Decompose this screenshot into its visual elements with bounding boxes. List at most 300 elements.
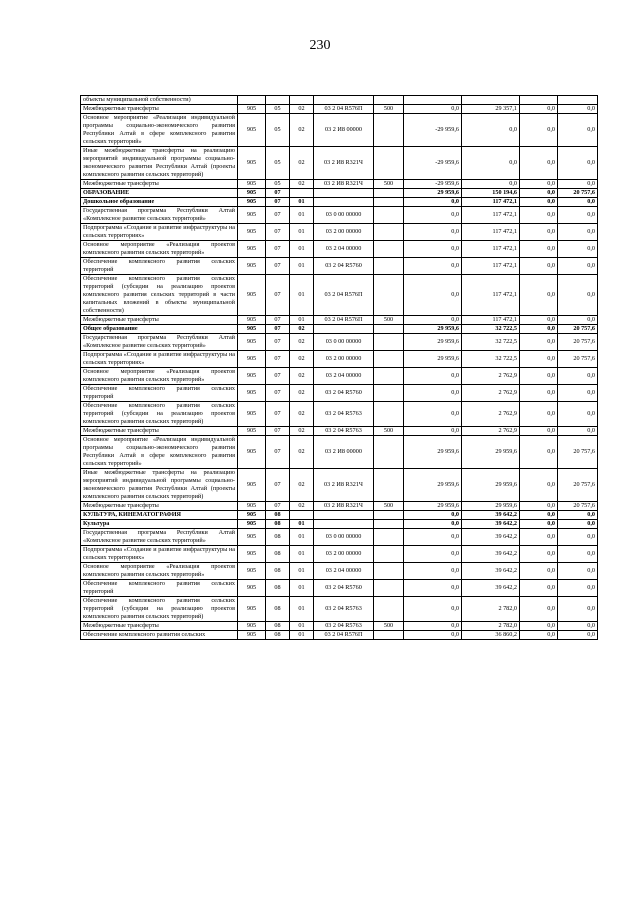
budget-table bbox=[80, 95, 598, 640]
expense-type-code-cell bbox=[374, 351, 404, 368]
target-item-code-cell: 03 2 04 R5763 bbox=[314, 402, 374, 427]
table-row bbox=[81, 597, 598, 622]
amount-cell-1: 0,0 bbox=[404, 105, 462, 114]
amount-cell-4: 20 757,6 bbox=[558, 351, 598, 368]
row-name-cell: Обеспечение комплексного развития сельских территорий bbox=[81, 385, 238, 402]
row-name-cell: Государственная программа Республики Алтай «Комплексное развитие сельских территорий» bbox=[81, 207, 238, 224]
target-item-code-cell: 03 2 И8 R321Ч bbox=[314, 147, 374, 180]
table-row bbox=[81, 224, 598, 241]
amount-cell-3: 0,0 bbox=[520, 334, 558, 351]
ministry-code-cell: 905 bbox=[238, 402, 266, 427]
amount-cell-1: 0,0 bbox=[404, 511, 462, 520]
ministry-code-cell: 905 bbox=[238, 241, 266, 258]
amount-cell-1: 0,0 bbox=[404, 427, 462, 436]
expense-type-code-cell: 500 bbox=[374, 502, 404, 511]
expense-type-code-cell bbox=[374, 198, 404, 207]
amount-cell-3: 0,0 bbox=[520, 241, 558, 258]
amount-cell-1: 0,0 bbox=[404, 580, 462, 597]
amount-cell-4: 20 757,6 bbox=[558, 325, 598, 334]
subsection-code-cell: 02 bbox=[290, 351, 314, 368]
amount-cell-3: 0,0 bbox=[520, 622, 558, 631]
table-row bbox=[81, 96, 598, 105]
amount-cell-2: 2 782,0 bbox=[462, 622, 520, 631]
row-name-cell: Межбюджетные трансферты bbox=[81, 316, 238, 325]
amount-cell-2: 2 762,9 bbox=[462, 402, 520, 427]
section-code-cell: 07 bbox=[266, 316, 290, 325]
target-item-code-cell: 03 2 04 R5760 bbox=[314, 258, 374, 275]
table-row bbox=[81, 469, 598, 502]
amount-cell-2: 36 860,2 bbox=[462, 631, 520, 640]
section-code-cell: 05 bbox=[266, 114, 290, 147]
ministry-code-cell: 905 bbox=[238, 622, 266, 631]
amount-cell-4: 0,0 bbox=[558, 511, 598, 520]
amount-cell-2: 117 472,1 bbox=[462, 224, 520, 241]
target-item-code-cell bbox=[314, 198, 374, 207]
amount-cell-3: 0,0 bbox=[520, 580, 558, 597]
expense-type-code-cell bbox=[374, 189, 404, 198]
amount-cell-2: 39 642,2 bbox=[462, 546, 520, 563]
amount-cell-1 bbox=[404, 96, 462, 105]
amount-cell-3: 0,0 bbox=[520, 469, 558, 502]
section-code-cell bbox=[266, 96, 290, 105]
target-item-code-cell bbox=[314, 96, 374, 105]
ministry-code-cell: 905 bbox=[238, 597, 266, 622]
row-name-cell: Межбюджетные трансферты bbox=[81, 622, 238, 631]
expense-type-code-cell bbox=[374, 224, 404, 241]
row-name-cell: Обеспечение комплексного развития сельских территорий (субсидии на реализацию проектов комплексного развития сельских территорий в части капитальных вложений в объекты муниципальной собственности) bbox=[81, 275, 238, 316]
subsection-code-cell: 02 bbox=[290, 147, 314, 180]
table-row bbox=[81, 631, 598, 640]
target-item-code-cell: 03 2 00 00000 bbox=[314, 351, 374, 368]
target-item-code-cell: 03 0 00 00000 bbox=[314, 334, 374, 351]
amount-cell-3: 0,0 bbox=[520, 189, 558, 198]
row-name-cell: Государственная программа Республики Алтай «Комплексное развитие сельских территорий» bbox=[81, 529, 238, 546]
target-item-code-cell: 03 2 04 R576П bbox=[314, 631, 374, 640]
ministry-code-cell: 905 bbox=[238, 207, 266, 224]
section-code-cell: 07 bbox=[266, 469, 290, 502]
table-row bbox=[81, 368, 598, 385]
section-code-cell: 07 bbox=[266, 427, 290, 436]
section-code-cell: 05 bbox=[266, 105, 290, 114]
section-code-cell: 07 bbox=[266, 241, 290, 258]
subsection-code-cell: 01 bbox=[290, 580, 314, 597]
expense-type-code-cell: 500 bbox=[374, 427, 404, 436]
amount-cell-2: 39 642,2 bbox=[462, 511, 520, 520]
expense-type-code-cell bbox=[374, 207, 404, 224]
amount-cell-2: 29 357,1 bbox=[462, 105, 520, 114]
row-name-cell: Основное мероприятие «Реализация проектов комплексного развития сельских территорий» bbox=[81, 241, 238, 258]
subsection-code-cell: 02 bbox=[290, 368, 314, 385]
amount-cell-2: 150 194,6 bbox=[462, 189, 520, 198]
amount-cell-1: 29 959,6 bbox=[404, 334, 462, 351]
subsection-code-cell: 02 bbox=[290, 105, 314, 114]
section-code-cell: 07 bbox=[266, 207, 290, 224]
expense-type-code-cell bbox=[374, 96, 404, 105]
target-item-code-cell: 03 2 04 R5763 bbox=[314, 427, 374, 436]
amount-cell-1: 0,0 bbox=[404, 275, 462, 316]
table-row bbox=[81, 198, 598, 207]
amount-cell-2: 0,0 bbox=[462, 114, 520, 147]
section-code-cell: 08 bbox=[266, 597, 290, 622]
target-item-code-cell: 03 2 04 R5760 bbox=[314, 580, 374, 597]
row-name-cell: Основное мероприятие «Реализация проектов комплексного развития сельских территорий» bbox=[81, 368, 238, 385]
table-row bbox=[81, 316, 598, 325]
amount-cell-4: 0,0 bbox=[558, 258, 598, 275]
amount-cell-1: 29 959,6 bbox=[404, 325, 462, 334]
amount-cell-3: 0,0 bbox=[520, 258, 558, 275]
amount-cell-3: 0,0 bbox=[520, 316, 558, 325]
amount-cell-1: 0,0 bbox=[404, 316, 462, 325]
section-code-cell: 08 bbox=[266, 511, 290, 520]
amount-cell-2: 2 782,0 bbox=[462, 597, 520, 622]
row-name-cell: Основное мероприятие «Реализация проектов комплексного развития сельских территорий» bbox=[81, 563, 238, 580]
amount-cell-1: -29 959,6 bbox=[404, 147, 462, 180]
subsection-code-cell: 02 bbox=[290, 334, 314, 351]
ministry-code-cell bbox=[238, 96, 266, 105]
subsection-code-cell: 02 bbox=[290, 180, 314, 189]
section-code-cell: 08 bbox=[266, 546, 290, 563]
amount-cell-4: 0,0 bbox=[558, 275, 598, 316]
target-item-code-cell bbox=[314, 511, 374, 520]
ministry-code-cell: 905 bbox=[238, 275, 266, 316]
target-item-code-cell: 03 2 04 R576П bbox=[314, 275, 374, 316]
expense-type-code-cell bbox=[374, 334, 404, 351]
amount-cell-1: 0,0 bbox=[404, 597, 462, 622]
ministry-code-cell: 905 bbox=[238, 334, 266, 351]
target-item-code-cell: 03 2 04 R5760 bbox=[314, 385, 374, 402]
amount-cell-4: 0,0 bbox=[558, 597, 598, 622]
ministry-code-cell: 905 bbox=[238, 511, 266, 520]
subsection-code-cell: 01 bbox=[290, 529, 314, 546]
amount-cell-2: 39 642,2 bbox=[462, 520, 520, 529]
amount-cell-1: 0,0 bbox=[404, 224, 462, 241]
amount-cell-3: 0,0 bbox=[520, 546, 558, 563]
amount-cell-3: 0,0 bbox=[520, 275, 558, 316]
target-item-code-cell: 03 2 И8 R321Ч bbox=[314, 502, 374, 511]
amount-cell-1: 29 959,6 bbox=[404, 502, 462, 511]
expense-type-code-cell bbox=[374, 469, 404, 502]
target-item-code-cell: 03 0 00 00000 bbox=[314, 529, 374, 546]
row-name-cell: Межбюджетные трансферты bbox=[81, 180, 238, 189]
amount-cell-1: 0,0 bbox=[404, 207, 462, 224]
section-code-cell: 08 bbox=[266, 622, 290, 631]
amount-cell-4: 0,0 bbox=[558, 207, 598, 224]
amount-cell-3: 0,0 bbox=[520, 520, 558, 529]
amount-cell-2: 117 472,1 bbox=[462, 241, 520, 258]
section-code-cell: 07 bbox=[266, 385, 290, 402]
subsection-code-cell: 02 bbox=[290, 325, 314, 334]
amount-cell-2: 39 642,2 bbox=[462, 563, 520, 580]
target-item-code-cell: 03 2 04 R5763 bbox=[314, 597, 374, 622]
subsection-code-cell: 02 bbox=[290, 402, 314, 427]
amount-cell-3: 0,0 bbox=[520, 385, 558, 402]
subsection-code-cell: 02 bbox=[290, 427, 314, 436]
subsection-code-cell: 01 bbox=[290, 198, 314, 207]
table-row bbox=[81, 105, 598, 114]
ministry-code-cell: 905 bbox=[238, 114, 266, 147]
subsection-code-cell: 01 bbox=[290, 258, 314, 275]
row-name-cell: объекты муниципальной собственности) bbox=[81, 96, 238, 105]
amount-cell-1: 0,0 bbox=[404, 546, 462, 563]
amount-cell-4: 0,0 bbox=[558, 546, 598, 563]
expense-type-code-cell bbox=[374, 631, 404, 640]
subsection-code-cell: 02 bbox=[290, 502, 314, 511]
section-code-cell: 07 bbox=[266, 436, 290, 469]
ministry-code-cell: 905 bbox=[238, 631, 266, 640]
section-code-cell: 07 bbox=[266, 334, 290, 351]
amount-cell-3 bbox=[520, 96, 558, 105]
amount-cell-2: 32 722,5 bbox=[462, 334, 520, 351]
ministry-code-cell: 905 bbox=[238, 351, 266, 368]
target-item-code-cell bbox=[314, 189, 374, 198]
table-row bbox=[81, 258, 598, 275]
table-row bbox=[81, 436, 598, 469]
amount-cell-2: 29 959,6 bbox=[462, 502, 520, 511]
amount-cell-3: 0,0 bbox=[520, 436, 558, 469]
page-number: 230 bbox=[309, 38, 331, 53]
table-row bbox=[81, 511, 598, 520]
amount-cell-4: 20 757,6 bbox=[558, 334, 598, 351]
ministry-code-cell: 905 bbox=[238, 580, 266, 597]
amount-cell-3: 0,0 bbox=[520, 427, 558, 436]
amount-cell-3: 0,0 bbox=[520, 198, 558, 207]
ministry-code-cell: 905 bbox=[238, 529, 266, 546]
amount-cell-2: 39 642,2 bbox=[462, 529, 520, 546]
subsection-code-cell: 01 bbox=[290, 631, 314, 640]
row-name-cell: Основное мероприятие «Реализация индивидуальной программы социально-экономического развития Республики Алтай в сфере комплексного развития сельских территорий» bbox=[81, 114, 238, 147]
amount-cell-1: 29 959,6 bbox=[404, 351, 462, 368]
target-item-code-cell: 03 2 04 00000 bbox=[314, 563, 374, 580]
row-name-cell: Межбюджетные трансферты bbox=[81, 502, 238, 511]
section-code-cell: 07 bbox=[266, 402, 290, 427]
expense-type-code-cell bbox=[374, 511, 404, 520]
amount-cell-4: 0,0 bbox=[558, 385, 598, 402]
target-item-code-cell: 03 2 И8 00000 bbox=[314, 114, 374, 147]
table-row bbox=[81, 207, 598, 224]
amount-cell-3: 0,0 bbox=[520, 114, 558, 147]
amount-cell-1: 0,0 bbox=[404, 563, 462, 580]
subsection-code-cell: 01 bbox=[290, 520, 314, 529]
amount-cell-1: 0,0 bbox=[404, 529, 462, 546]
ministry-code-cell: 905 bbox=[238, 469, 266, 502]
target-item-code-cell: 03 2 04 R576П bbox=[314, 105, 374, 114]
row-name-cell: Обеспечение комплексного развития сельских территорий bbox=[81, 580, 238, 597]
section-code-cell: 07 bbox=[266, 258, 290, 275]
expense-type-code-cell: 500 bbox=[374, 316, 404, 325]
amount-cell-2: 0,0 bbox=[462, 147, 520, 180]
expense-type-code-cell bbox=[374, 402, 404, 427]
ministry-code-cell: 905 bbox=[238, 198, 266, 207]
expense-type-code-cell: 500 bbox=[374, 105, 404, 114]
amount-cell-4: 0,0 bbox=[558, 520, 598, 529]
amount-cell-3: 0,0 bbox=[520, 105, 558, 114]
expense-type-code-cell bbox=[374, 325, 404, 334]
expense-type-code-cell bbox=[374, 520, 404, 529]
amount-cell-2: 117 472,1 bbox=[462, 275, 520, 316]
table-row bbox=[81, 563, 598, 580]
amount-cell-4: 0,0 bbox=[558, 316, 598, 325]
target-item-code-cell: 03 0 00 00000 bbox=[314, 207, 374, 224]
amount-cell-2: 2 762,9 bbox=[462, 368, 520, 385]
amount-cell-1: -29 959,6 bbox=[404, 180, 462, 189]
subsection-code-cell: 01 bbox=[290, 316, 314, 325]
amount-cell-4: 0,0 bbox=[558, 224, 598, 241]
expense-type-code-cell: 500 bbox=[374, 180, 404, 189]
expense-type-code-cell bbox=[374, 436, 404, 469]
amount-cell-4: 0,0 bbox=[558, 529, 598, 546]
row-name-cell: Основное мероприятие «Реализация индивидуальной программы социально-экономического развития Республики Алтай в сфере комплексного развития сельских территорий» bbox=[81, 436, 238, 469]
row-name-cell: КУЛЬТУРА, КИНЕМАТОГРАФИЯ bbox=[81, 511, 238, 520]
amount-cell-4: 20 757,6 bbox=[558, 189, 598, 198]
subsection-code-cell bbox=[290, 189, 314, 198]
amount-cell-3: 0,0 bbox=[520, 325, 558, 334]
amount-cell-3: 0,0 bbox=[520, 529, 558, 546]
target-item-code-cell: 03 2 И8 R321Ч bbox=[314, 469, 374, 502]
target-item-code-cell: 03 2 04 00000 bbox=[314, 368, 374, 385]
row-name-cell: Иные межбюджетные трансферты на реализацию мероприятий индивидуальной программы социально-экономического развития Республики Алтай (проекты комплексного развития сельских территорий) bbox=[81, 147, 238, 180]
subsection-code-cell: 01 bbox=[290, 275, 314, 316]
amount-cell-2: 117 472,1 bbox=[462, 198, 520, 207]
expense-type-code-cell bbox=[374, 368, 404, 385]
table-row bbox=[81, 546, 598, 563]
expense-type-code-cell bbox=[374, 546, 404, 563]
amount-cell-2: 29 959,6 bbox=[462, 436, 520, 469]
ministry-code-cell: 905 bbox=[238, 189, 266, 198]
target-item-code-cell: 03 2 00 00000 bbox=[314, 546, 374, 563]
subsection-code-cell: 02 bbox=[290, 114, 314, 147]
amount-cell-3: 0,0 bbox=[520, 368, 558, 385]
target-item-code-cell bbox=[314, 520, 374, 529]
section-code-cell: 07 bbox=[266, 368, 290, 385]
subsection-code-cell: 02 bbox=[290, 436, 314, 469]
amount-cell-4: 0,0 bbox=[558, 402, 598, 427]
section-code-cell: 08 bbox=[266, 580, 290, 597]
row-name-cell: Культура bbox=[81, 520, 238, 529]
subsection-code-cell: 02 bbox=[290, 469, 314, 502]
amount-cell-3: 0,0 bbox=[520, 502, 558, 511]
ministry-code-cell: 905 bbox=[238, 316, 266, 325]
section-code-cell: 07 bbox=[266, 275, 290, 316]
amount-cell-4: 0,0 bbox=[558, 147, 598, 180]
expense-type-code-cell bbox=[374, 258, 404, 275]
ministry-code-cell: 905 bbox=[238, 180, 266, 189]
amount-cell-1: 0,0 bbox=[404, 520, 462, 529]
subsection-code-cell: 01 bbox=[290, 622, 314, 631]
amount-cell-1: 0,0 bbox=[404, 385, 462, 402]
ministry-code-cell: 905 bbox=[238, 385, 266, 402]
amount-cell-4: 0,0 bbox=[558, 180, 598, 189]
section-code-cell: 08 bbox=[266, 529, 290, 546]
row-name-cell: Обеспечение комплексного развития сельских территорий (субсидии на реализацию проектов комплексного развития сельских территорий) bbox=[81, 402, 238, 427]
ministry-code-cell: 905 bbox=[238, 520, 266, 529]
subsection-code-cell: 01 bbox=[290, 546, 314, 563]
amount-cell-4: 0,0 bbox=[558, 368, 598, 385]
target-item-code-cell: 03 2 И8 00000 bbox=[314, 436, 374, 469]
subsection-code-cell: 01 bbox=[290, 241, 314, 258]
amount-cell-3: 0,0 bbox=[520, 631, 558, 640]
row-name-cell: Обеспечение комплексного развития сельских территорий (субсидии на реализацию проектов комплексного развития сельских территорий) bbox=[81, 597, 238, 622]
row-name-cell: Межбюджетные трансферты bbox=[81, 105, 238, 114]
section-code-cell: 08 bbox=[266, 520, 290, 529]
section-code-cell: 08 bbox=[266, 631, 290, 640]
expense-type-code-cell bbox=[374, 275, 404, 316]
amount-cell-1: 0,0 bbox=[404, 198, 462, 207]
amount-cell-1: 29 959,6 bbox=[404, 436, 462, 469]
amount-cell-1: 0,0 bbox=[404, 368, 462, 385]
amount-cell-1: 0,0 bbox=[404, 258, 462, 275]
ministry-code-cell: 905 bbox=[238, 563, 266, 580]
amount-cell-1: 0,0 bbox=[404, 241, 462, 258]
amount-cell-2: 29 959,6 bbox=[462, 469, 520, 502]
ministry-code-cell: 905 bbox=[238, 224, 266, 241]
expense-type-code-cell bbox=[374, 597, 404, 622]
ministry-code-cell: 905 bbox=[238, 325, 266, 334]
ministry-code-cell: 905 bbox=[238, 368, 266, 385]
amount-cell-3: 0,0 bbox=[520, 597, 558, 622]
table-row bbox=[81, 147, 598, 180]
amount-cell-2: 0,0 bbox=[462, 180, 520, 189]
table-row bbox=[81, 114, 598, 147]
amount-cell-4: 0,0 bbox=[558, 241, 598, 258]
amount-cell-4 bbox=[558, 96, 598, 105]
amount-cell-2: 32 722,5 bbox=[462, 351, 520, 368]
row-name-cell: Иные межбюджетные трансферты на реализацию мероприятий индивидуальной программы социально-экономического развития Республики Алтай (проекты комплексного развития сельских территорий) bbox=[81, 469, 238, 502]
table-row bbox=[81, 180, 598, 189]
amount-cell-3: 0,0 bbox=[520, 207, 558, 224]
amount-cell-4: 0,0 bbox=[558, 114, 598, 147]
target-item-code-cell bbox=[314, 325, 374, 334]
subsection-code-cell bbox=[290, 96, 314, 105]
expense-type-code-cell bbox=[374, 147, 404, 180]
expense-type-code-cell bbox=[374, 114, 404, 147]
table-row bbox=[81, 241, 598, 258]
row-name-cell: Подпрограмма «Создание и развитие инфраструктуры на сельских территориях» bbox=[81, 224, 238, 241]
row-name-cell: Подпрограмма «Создание и развитие инфраструктуры на сельских территориях» bbox=[81, 351, 238, 368]
ministry-code-cell: 905 bbox=[238, 105, 266, 114]
table-row bbox=[81, 529, 598, 546]
target-item-code-cell: 03 2 04 R5763 bbox=[314, 622, 374, 631]
table-row bbox=[81, 385, 598, 402]
ministry-code-cell: 905 bbox=[238, 258, 266, 275]
table-row bbox=[81, 351, 598, 368]
expense-type-code-cell bbox=[374, 529, 404, 546]
table-row bbox=[81, 520, 598, 529]
amount-cell-4: 0,0 bbox=[558, 563, 598, 580]
amount-cell-2: 2 762,9 bbox=[462, 385, 520, 402]
section-code-cell: 08 bbox=[266, 563, 290, 580]
row-name-cell: Дошкольное образование bbox=[81, 198, 238, 207]
ministry-code-cell: 905 bbox=[238, 502, 266, 511]
table-row bbox=[81, 325, 598, 334]
amount-cell-4: 0,0 bbox=[558, 105, 598, 114]
amount-cell-2: 117 472,1 bbox=[462, 316, 520, 325]
expense-type-code-cell bbox=[374, 563, 404, 580]
row-name-cell: ОБРАЗОВАНИЕ bbox=[81, 189, 238, 198]
expense-type-code-cell bbox=[374, 385, 404, 402]
row-name-cell: Подпрограмма «Создание и развитие инфраструктуры на сельских территориях» bbox=[81, 546, 238, 563]
target-item-code-cell: 03 2 04 00000 bbox=[314, 241, 374, 258]
amount-cell-2: 117 472,1 bbox=[462, 207, 520, 224]
table-row bbox=[81, 334, 598, 351]
amount-cell-4: 0,0 bbox=[558, 622, 598, 631]
amount-cell-3: 0,0 bbox=[520, 563, 558, 580]
amount-cell-1: 29 959,6 bbox=[404, 189, 462, 198]
table-row bbox=[81, 580, 598, 597]
amount-cell-2: 117 472,1 bbox=[462, 258, 520, 275]
amount-cell-3: 0,0 bbox=[520, 180, 558, 189]
amount-cell-3: 0,0 bbox=[520, 511, 558, 520]
section-code-cell: 07 bbox=[266, 325, 290, 334]
